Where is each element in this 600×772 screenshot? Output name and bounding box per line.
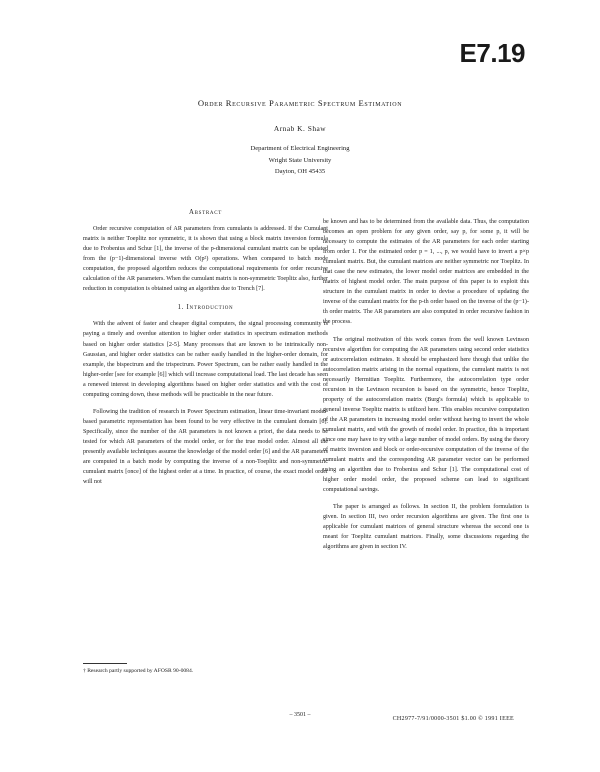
page-number: – 3501 – [289, 712, 311, 718]
footnote: † Research partly supported by AFOSR 90-0084. [83, 668, 194, 674]
abstract-heading: Abstract [188, 209, 222, 216]
affiliation-line: Department of Electrical Engineering [250, 145, 350, 152]
copyright-code: CH2977-7/91/0000-3501 $1.00 © 1991 IEEE [392, 716, 514, 722]
footnote-rule [83, 663, 127, 664]
intro-paragraph: Following the tradition of research in Power Spectrum estimation, linear time-invariant model-based parametric representation has been found to be very effective in the cumulant domain [6]. Specifically, since the number of the AR parameters is not known a priori, the data needs to be tested for which AR parameters of the model order, or for the true model order. Almost all the presently available techniques assume the knowledge of the model order [6] and the AR parameters are computed in a batch mode by computing the inverse of a non-Toeplitz and non-symmetric cumulant matrix [once] of the highest order at a time. In practice, of course, the exact model order will not [83, 408, 328, 486]
paper-title: Order Recursive Parametric Spectrum Estimation [197, 98, 403, 108]
intro-paragraph: With the advent of faster and cheaper digital computers, the signal processing community is paying a timely and overdue attention to higher order statistics in spectrum estimation methods based on higher order statistics [2-5]. Many processes that are known to be intrinsically non-Gaussian, and higher order statistics can be rather easily handled in the higher-order domain, for example, the bispectrum and the trispectrum. Power Spectrum, can be rather easily handled in the higher-order [see for example [6]] which will increase computational load. The last decade has seen a renewed interest in developing algorithms based on higher order statistics and with the cost of computing coming down, these methods will be practicable in the near future. [83, 321, 328, 398]
body-paragraph: The paper is arranged as follows. In section II, the problem formulation is given. In section III, two order recursion algorithms are given. The first one is applicable for cumulant matrices of general structure whereas the second one is meant for Toeplitz cumulant matrices. Finally, some discussions regarding the algorithms are given in section IV. [323, 504, 529, 551]
abstract-text: Order recursive computation of AR parameters from cumulants is addressed. If the Cumulant matrix is neither Toeplitz nor symmetric, it is shown that using a block matrix inversion formula due to Frobenius and Schur [1], the inverse of the p-dimensional cumulant matrix can be updated from the (p−1)-dimensional inverse with O(p²) operations. When compared to batch mode computation, the proposed algorithm reduces the computational requirements for order recursive calculation of the AR parameters. When the cumulant matrix is non-symmetric Toeplitz also, further reduction in computation is obtained using an algorithm due to Trench [7]. [83, 226, 328, 293]
body-paragraph: The original motivation of this work comes from the well known Levinson recursive algorithm for computing the AR parameters using second order statistics or autocorrelation estimates. It should be emphasized here though that unlike the autocorrelation matrix arising in the normal equations, the cumulant matrix is not necessarily Hermitian Toeplitz. Furthermore, the autocorrelation type order recursion in the Levinson recursion is based on the symmetric, hence Toeplitz, property of the autocorrelation matrix (Burg's formula) which is applicable to general inverse Toeplitz matrix is utilized here. This enables recursive computation of the AR parameters in increasing model order without having to invert the whole cumulant matrix, and with the growth of model order. In practice, this is important since one may have to try with a large number of model orders. By using the theory of matrix inversion and block or order-recursive computation of the inverse of the cumulant matrix and the corresponding AR parameter vector can be performed using an algorithm due to Frobenius and Schur [1]. The computational cost of higher order model order, the proposed scheme can lead to significant computational savings. [323, 336, 529, 494]
author-name: Arnab K. Shaw [273, 124, 327, 133]
intro-heading: 1. Introduction [177, 304, 234, 312]
affiliation [0, 143, 600, 178]
paper-id: E7.19 [459, 38, 525, 68]
left-column [83, 208, 328, 494]
body-paragraph: be known and has to be determined from the available data. Thus, the computation becomes an open problem for any given order, say p, for some p, it will be necessary to compute the estimates of the AR parameters for each order starting from order 1. For the estimated order p = 1, ..., p, we would have to invert a p×p cumulant matrix. But, the cumulant matrices are neither symmetric nor Toeplitz. In that case the new estimates, the lower model order matrices are embedded in the matrix of highest model order. The main purpose of this paper is to exploit this structure in the cumulant matrix in order to devise a procedure of updating the inverse of the cumulant matrix for the p-th order based on the inverse of the (p−1)-th order matrix. The AR parameters are also computed in order recursive fashion in the process. [323, 219, 529, 326]
affiliation-line: Wright State University [268, 156, 332, 164]
right-column [323, 217, 529, 560]
affiliation-line: Dayton, OH 45435 [274, 168, 326, 175]
